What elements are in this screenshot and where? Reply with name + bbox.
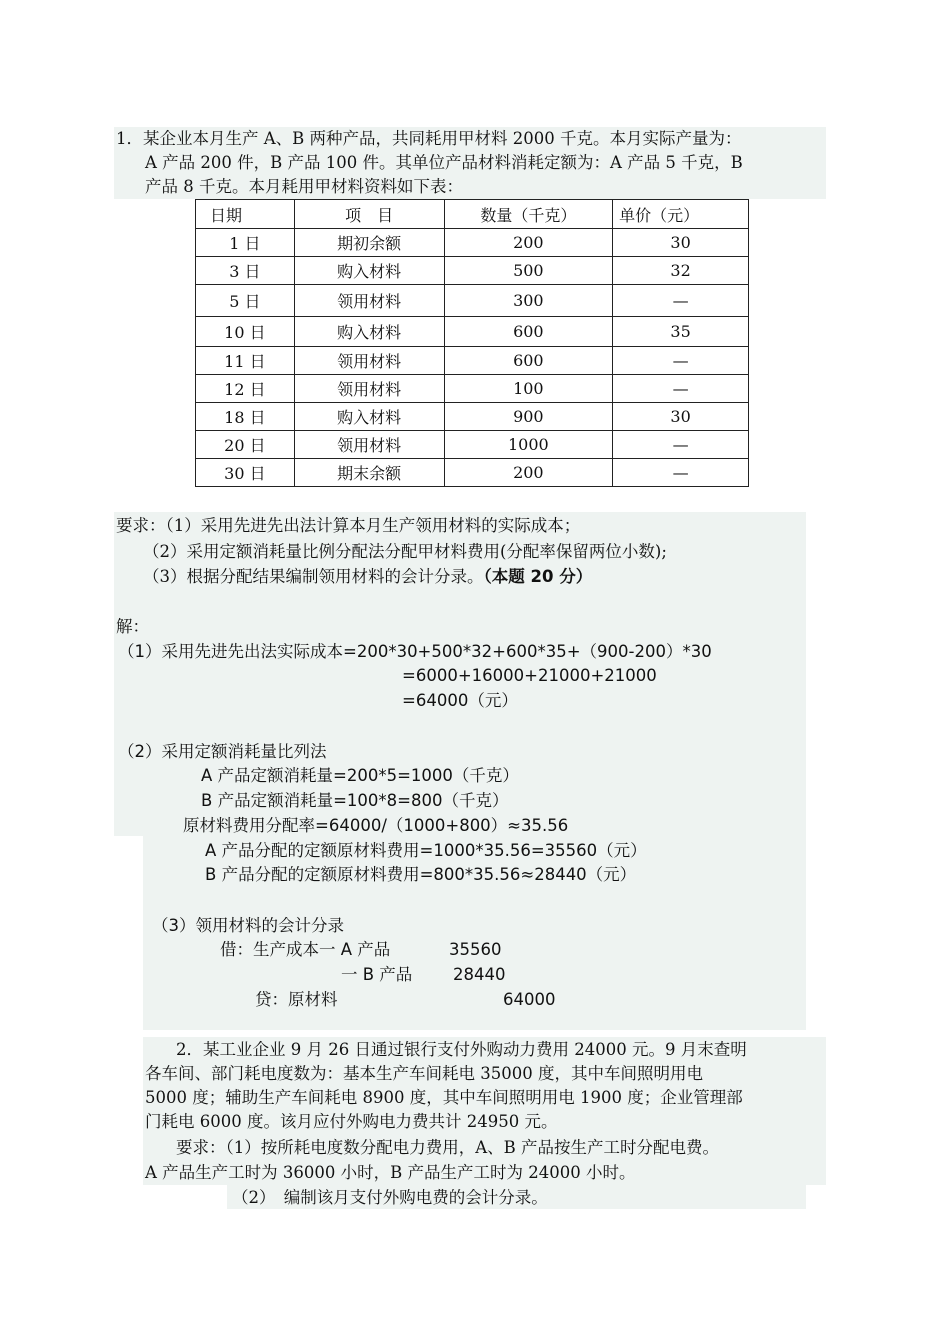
q1-line-1: 1．某企业本月生产 A、B 两种产品，共同耗用甲材料 2000 千克。本月实际产量为： bbox=[116, 129, 742, 148]
cell-item: 领用材料 bbox=[294, 285, 444, 317]
table-header-row bbox=[196, 200, 749, 229]
cell-price: — bbox=[613, 431, 749, 459]
table-row bbox=[196, 257, 749, 285]
table-row bbox=[196, 431, 749, 459]
journal-debit-amount: 35560 bbox=[449, 940, 502, 959]
header-unit-price: 单价（元） bbox=[613, 200, 749, 229]
table-row bbox=[196, 317, 749, 347]
cell-item: 领用材料 bbox=[294, 347, 444, 375]
table-row bbox=[196, 375, 749, 403]
solution-1-line-1: （1）采用先进先出法实际成本=200*30+500*32+600*35+（900-200）*30 bbox=[118, 642, 712, 661]
requirement-3-text: （3）根据分配结果编制领用材料的会计分录。 bbox=[143, 567, 484, 586]
solution-1-line-3: =64000（元） bbox=[402, 691, 518, 710]
header-date: 日期 bbox=[196, 200, 295, 229]
journal-credit-label: 贷：原材料 bbox=[255, 990, 338, 1009]
cell-item: 购入材料 bbox=[294, 317, 444, 347]
cell-quantity: 600 bbox=[444, 317, 613, 347]
cell-price: 32 bbox=[613, 257, 749, 285]
cell-date: 12 日 bbox=[196, 375, 295, 403]
q2-line-2: 各车间、部门耗电度数为：基本生产车间耗电 35000 度，其中车间照明用电 bbox=[145, 1064, 703, 1083]
cell-item: 期末余额 bbox=[294, 459, 444, 487]
cell-quantity: 300 bbox=[444, 285, 613, 317]
cell-price: — bbox=[613, 347, 749, 375]
score-note: （本题 20 分） bbox=[483, 567, 593, 586]
table-row bbox=[196, 285, 749, 317]
cell-date: 11 日 bbox=[196, 347, 295, 375]
q1-requirement-3 bbox=[143, 565, 592, 589]
solution-2-b-quota: B 产品定额消耗量=100*8=800（千克） bbox=[201, 791, 509, 810]
cell-quantity: 100 bbox=[444, 375, 613, 403]
cell-quantity: 900 bbox=[444, 403, 613, 431]
cell-quantity: 600 bbox=[444, 347, 613, 375]
cell-price: 30 bbox=[613, 229, 749, 257]
solution-heading: 解： bbox=[116, 617, 149, 636]
q1-line-3: 产品 8 千克。本月耗用甲材料资料如下表： bbox=[145, 177, 463, 196]
journal-debit-label: 借：生产成本一 A 产品 bbox=[220, 940, 391, 959]
table-row bbox=[196, 229, 749, 257]
cell-date: 30 日 bbox=[196, 459, 295, 487]
header-quantity: 数量（千克） bbox=[444, 200, 613, 229]
cell-quantity: 200 bbox=[444, 459, 613, 487]
table-row bbox=[196, 459, 749, 487]
q2-requirement-1-cont: A 产品生产工时为 36000 小时，B 产品生产工时为 24000 小时。 bbox=[145, 1163, 636, 1182]
solution-2-b-cost: B 产品分配的定额原材料费用=800*35.56≈28440（元） bbox=[205, 865, 637, 884]
cell-quantity: 1000 bbox=[444, 431, 613, 459]
q2-requirement-1: 要求：（1）按所耗电度数分配电力费用，A、B 产品按生产工时分配电费。 bbox=[176, 1138, 720, 1157]
solution-2-a-cost: A 产品分配的定额原材料费用=1000*35.56=35560（元） bbox=[205, 841, 647, 860]
cell-date: 10 日 bbox=[196, 317, 295, 347]
journal-credit-amount: 64000 bbox=[503, 990, 556, 1009]
cell-date: 1 日 bbox=[196, 229, 295, 257]
cell-price: — bbox=[613, 285, 749, 317]
q2-line-3: 5000 度；辅助生产车间耗电 8900 度，其中车间照明用电 1900 度；企业管理部 bbox=[145, 1088, 743, 1107]
cell-item: 领用材料 bbox=[294, 375, 444, 403]
table-row bbox=[196, 403, 749, 431]
solution-1-line-2: =6000+16000+21000+21000 bbox=[402, 666, 657, 685]
cell-item: 购入材料 bbox=[294, 403, 444, 431]
cell-quantity: 200 bbox=[444, 229, 613, 257]
q2-line-4: 门耗电 6000 度。该月应付外购电力费共计 24950 元。 bbox=[145, 1112, 558, 1131]
solution-2-title: （2）采用定额消耗量比列法 bbox=[118, 742, 327, 761]
table-row bbox=[196, 347, 749, 375]
q1-requirement-1: 要求：（1）采用先进先出法计算本月生产领用材料的实际成本； bbox=[116, 516, 581, 535]
cell-price: — bbox=[613, 459, 749, 487]
q2-line-1: 2．某工业企业 9 月 26 日通过银行支付外购动力费用 24000 元。9 月末查明 bbox=[176, 1040, 747, 1059]
solution-3-title: （3）领用材料的会计分录 bbox=[152, 916, 344, 935]
solution-2-a-quota: A 产品定额消耗量=200*5=1000（千克） bbox=[201, 766, 519, 785]
journal-debit2-label: 一 B 产品 bbox=[341, 965, 413, 984]
q1-line-2: A 产品 200 件，B 产品 100 件。其单位产品材料消耗定额为：A 产品 5 千克，B bbox=[145, 153, 743, 172]
header-item: 项 目 bbox=[294, 200, 444, 229]
journal-debit2-amount: 28440 bbox=[453, 965, 506, 984]
cell-item: 领用材料 bbox=[294, 431, 444, 459]
cell-item: 期初余额 bbox=[294, 229, 444, 257]
cell-date: 3 日 bbox=[196, 257, 295, 285]
cell-item: 购入材料 bbox=[294, 257, 444, 285]
cell-date: 18 日 bbox=[196, 403, 295, 431]
cell-price: 30 bbox=[613, 403, 749, 431]
q1-requirement-2: （2）采用定额消耗量比例分配法分配甲材料费用(分配率保留两位小数); bbox=[143, 542, 667, 561]
solution-2-rate: 原材料费用分配率=64000/（1000+800）≈35.56 bbox=[183, 816, 569, 835]
cell-quantity: 500 bbox=[444, 257, 613, 285]
cell-date: 5 日 bbox=[196, 285, 295, 317]
cell-price: — bbox=[613, 375, 749, 403]
cell-price: 35 bbox=[613, 317, 749, 347]
material-table bbox=[195, 199, 749, 487]
cell-date: 20 日 bbox=[196, 431, 295, 459]
q2-requirement-2: （2） 编制该月支付外购电费的会计分录。 bbox=[232, 1188, 548, 1207]
